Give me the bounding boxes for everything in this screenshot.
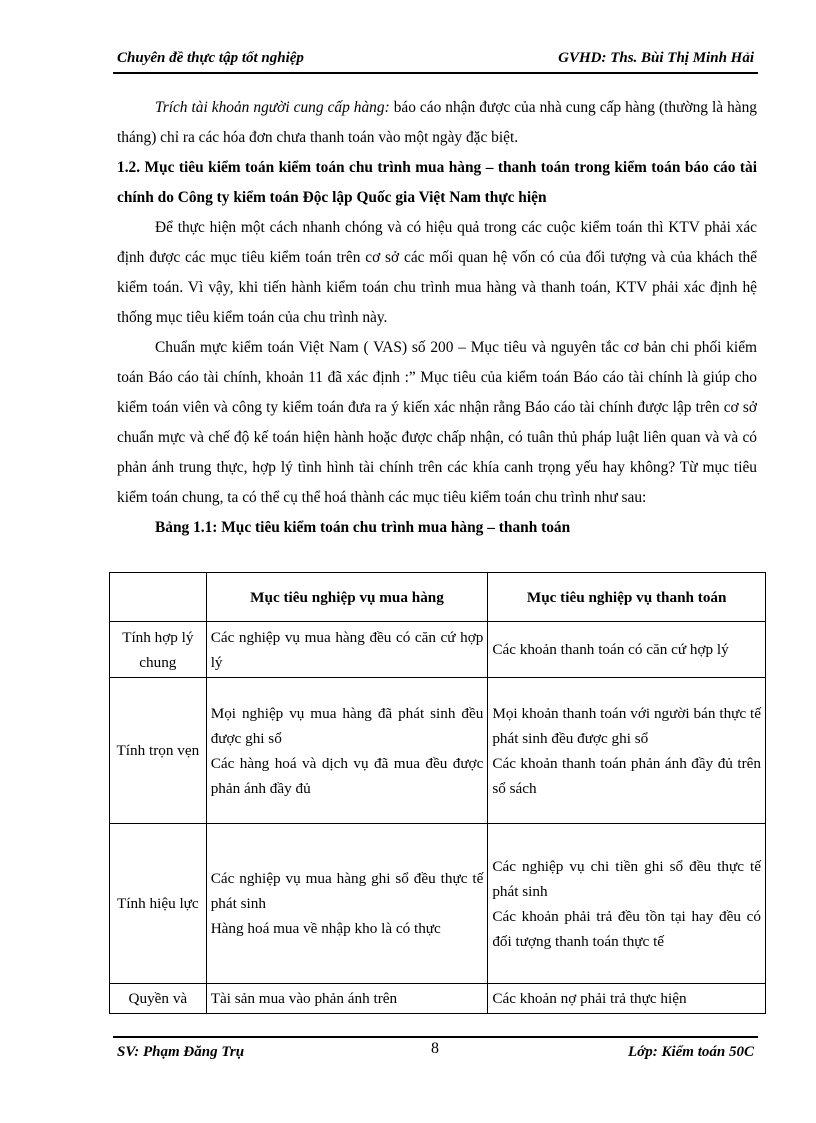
document-body — [117, 93, 757, 543]
payment-objective: Mọi khoản thanh toán với người bán thực tế phát sinh đều được ghi sổ — [492, 704, 761, 747]
objectives-table — [109, 572, 766, 1014]
table-caption: Bảng 1.1: Mục tiêu kiểm toán chu trình mua hàng – thanh toán — [155, 519, 571, 536]
purchase-objective: Các nghiệp vụ mua hàng đều có căn cứ hợp lý — [210, 628, 484, 671]
purchase-objective: Hàng hoá mua về nhập kho là có thực — [210, 920, 441, 937]
header-title: Chuyên đề thực tập tốt nghiệp — [117, 50, 304, 66]
supplier-statement-text: báo cáo nhận được của nhà cung cấp hàng (thường là hàng tháng) chỉ ra các hóa đơn chưa thanh toán vào một ngày đặc biệt. — [117, 99, 757, 146]
payment-objective: Các khoản thanh toán có căn cứ hợp lý — [492, 641, 729, 658]
table-header-row — [110, 573, 766, 622]
footer-class: Lớp: Kiểm toán 50C — [628, 1044, 754, 1060]
paragraph-vas200: Chuẩn mực kiểm toán Việt Nam ( VAS) số 200 – Mục tiêu và nguyên tắc cơ bản chi phối kiểm toán Báo cáo tài chính, khoản 11 đã xác định :” Mục tiêu của kiểm toán Báo cáo tài chính là giúp cho kiểm toán viên và công ty kiểm toán đưa ra ý kiến xác nhận rằng Báo cáo tài chính được lập trên cơ sở chuẩn mực và chế độ kế toán hiện hành hoặc được chấp nhận, có tuân thủ pháp luật liên quan và và có phản ánh trung thực, hợp lý tình hình tài chính trên các khía canh trọng yếu hay không? Từ mục tiêu kiểm toán chung, ta có thể cụ thể hoá thành các mục tiêu kiểm toán chu trình như sau: — [117, 339, 757, 506]
header-cell-payment: Mục tiêu nghiệp vụ thanh toán — [488, 573, 766, 622]
term-supplier-statement: Trích tài khoản người cung cấp hàng: — [155, 99, 390, 116]
criterion-cell: Quyền và — [110, 984, 207, 1014]
payment-cell — [488, 824, 766, 984]
purchase-objective: Các hàng hoá và dịch vụ đã mua đều được phản ánh đầy đủ — [210, 754, 484, 797]
header-cell-purchase: Mục tiêu nghiệp vụ mua hàng — [206, 573, 488, 622]
purchase-cell — [206, 984, 488, 1014]
criterion-cell: Tính hiệu lực — [110, 824, 207, 984]
purchase-cell — [206, 824, 488, 984]
payment-cell — [488, 984, 766, 1014]
table-row — [110, 622, 766, 678]
page-number: 8 — [431, 1040, 439, 1057]
payment-objective: Các khoản nợ phải trả thực hiện — [492, 990, 687, 1007]
page-header — [113, 50, 758, 74]
paragraph-supplier-statement — [117, 93, 757, 153]
purchase-objective: Các nghiệp vụ mua hàng ghi sổ đều thực tế phát sinh — [210, 870, 484, 912]
purchase-objective: Mọi nghiệp vụ mua hàng đã phát sinh đều được ghi sổ — [210, 704, 484, 747]
paragraph-objectives: Để thực hiện một cách nhanh chóng và có hiệu quả trong các cuộc kiểm toán thì KTV phải xác định được các mục tiêu kiểm toán trên cơ sở các mối quan hệ vốn có của đối tượng và của khách thể kiểm toán. Vì vậy, khi tiến hành kiểm toán chu trình mua hàng và thanh toán, KTV phải xác định hệ thống mục tiêu kiểm toán của chu trình này. — [117, 219, 757, 326]
table-row — [110, 678, 766, 824]
page-footer — [113, 1036, 758, 1068]
header-cell-empty — [110, 573, 207, 622]
header-supervisor: GVHD: Ths. Bùi Thị Minh Hải — [558, 50, 754, 66]
purchase-cell — [206, 678, 488, 824]
purchase-cell — [206, 622, 488, 678]
payment-objective: Các khoản phải trả đều tồn tại hay đều có đối tượng thanh toán thực tế — [492, 907, 761, 950]
table-row — [110, 984, 766, 1014]
payment-objective: Các nghiệp vụ chi tiền ghi sổ đều thực tế phát sinh — [492, 857, 761, 900]
payment-cell — [488, 622, 766, 678]
criterion-cell: Tính trọn vẹn — [110, 678, 207, 824]
criterion-cell: Tính hợp lý chung — [110, 622, 207, 678]
purchase-objective: Tài sản mua vào phản ánh trên — [210, 990, 398, 1007]
footer-student: SV: Phạm Đăng Trụ — [117, 1044, 245, 1060]
payment-objective: Các khoản thanh toán phản ánh đầy đủ trên sổ sách — [492, 754, 761, 797]
payment-cell — [488, 678, 766, 824]
table-row — [110, 824, 766, 984]
section-heading: 1.2. Mục tiêu kiểm toán kiểm toán chu trình mua hàng – thanh toán trong kiểm toán báo cáo tài chính do Công ty kiểm toán Độc lập Quốc gia Việt Nam thực hiện — [117, 159, 757, 206]
